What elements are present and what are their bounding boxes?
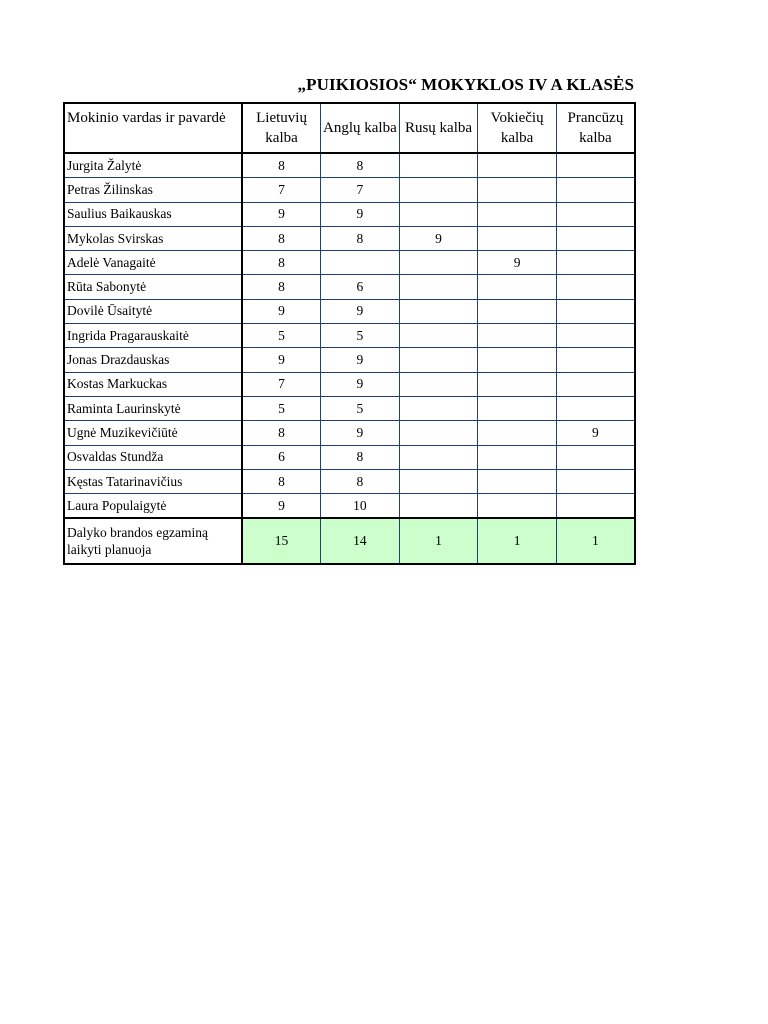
- table-row: [64, 494, 635, 519]
- table-row: [64, 421, 635, 445]
- header-russian: Rusų kalba: [399, 103, 478, 153]
- grade-lithuanian-cell: 8: [242, 275, 321, 299]
- grade-german-cell: [478, 494, 557, 519]
- grade-lithuanian-cell: 9: [242, 202, 321, 226]
- table-row: [64, 348, 635, 372]
- grade-russian-cell: [399, 494, 478, 519]
- table-row: [64, 372, 635, 396]
- grade-lithuanian-cell: 7: [242, 372, 321, 396]
- grade-french-cell: [556, 372, 635, 396]
- header-german: Vokiečių kalba: [478, 103, 557, 153]
- grade-french-cell: [556, 445, 635, 469]
- grade-lithuanian-cell: 8: [242, 421, 321, 445]
- grade-english-cell: 9: [321, 348, 400, 372]
- grade-french-cell: [556, 469, 635, 493]
- student-name-cell: Rūta Sabonytė: [64, 275, 242, 299]
- table-row: [64, 178, 635, 202]
- grade-english-cell: 9: [321, 372, 400, 396]
- grade-lithuanian-cell: 6: [242, 445, 321, 469]
- grade-russian-cell: 9: [399, 226, 478, 250]
- student-name-cell: Jonas Drazdauskas: [64, 348, 242, 372]
- header-row: [64, 103, 635, 153]
- grade-german-cell: [478, 396, 557, 420]
- grade-german-cell: [478, 153, 557, 178]
- grade-english-cell: 7: [321, 178, 400, 202]
- grade-russian-cell: [399, 178, 478, 202]
- grade-english-cell: 9: [321, 421, 400, 445]
- grade-lithuanian-cell: 5: [242, 324, 321, 348]
- grade-german-cell: [478, 299, 557, 323]
- grade-german-cell: [478, 202, 557, 226]
- grade-russian-cell: [399, 202, 478, 226]
- student-name-cell: Jurgita Žalytė: [64, 153, 242, 178]
- header-french: Prancūzų kalba: [556, 103, 635, 153]
- summary-label: Dalyko brandos egzaminą laikyti planuoja: [64, 518, 242, 564]
- student-name-cell: Osvaldas Stundža: [64, 445, 242, 469]
- student-name-cell: Dovilė Ūsaitytė: [64, 299, 242, 323]
- grade-russian-cell: [399, 421, 478, 445]
- header-student-name: Mokinio vardas ir pavardė: [64, 103, 242, 153]
- grade-english-cell: 5: [321, 324, 400, 348]
- table-row: [64, 202, 635, 226]
- grade-german-cell: [478, 324, 557, 348]
- summary-lithuanian: 15: [242, 518, 321, 564]
- grade-english-cell: 5: [321, 396, 400, 420]
- grade-english-cell: 10: [321, 494, 400, 519]
- grade-french-cell: 9: [556, 421, 635, 445]
- student-name-cell: Ingrida Pragarauskaitė: [64, 324, 242, 348]
- grade-russian-cell: [399, 469, 478, 493]
- grade-russian-cell: [399, 153, 478, 178]
- table-row: [64, 251, 635, 275]
- table-row: [64, 396, 635, 420]
- table-row: [64, 299, 635, 323]
- summary-german: 1: [478, 518, 557, 564]
- page-title: „PUIKIOSIOS“ MOKYKLOS IV A KLASĖS: [297, 75, 634, 94]
- grade-german-cell: [478, 348, 557, 372]
- summary-english: 14: [321, 518, 400, 564]
- grade-german-cell: [478, 372, 557, 396]
- grade-german-cell: [478, 445, 557, 469]
- student-name-cell: Laura Populaigytė: [64, 494, 242, 519]
- grades-table: [63, 102, 636, 565]
- grade-french-cell: [556, 153, 635, 178]
- grade-lithuanian-cell: 8: [242, 226, 321, 250]
- summary-row: [64, 518, 635, 564]
- student-name-cell: Saulius Baikauskas: [64, 202, 242, 226]
- grade-russian-cell: [399, 372, 478, 396]
- grades-body: [64, 153, 635, 518]
- grade-french-cell: [556, 324, 635, 348]
- grade-french-cell: [556, 251, 635, 275]
- grade-english-cell: [321, 251, 400, 275]
- student-name-cell: Mykolas Svirskas: [64, 226, 242, 250]
- grade-french-cell: [556, 202, 635, 226]
- grade-lithuanian-cell: 9: [242, 494, 321, 519]
- grade-french-cell: [556, 396, 635, 420]
- grade-lithuanian-cell: 9: [242, 299, 321, 323]
- header-english: Anglų kalba: [321, 103, 400, 153]
- student-name-cell: Adelė Vanagaitė: [64, 251, 242, 275]
- table-row: [64, 445, 635, 469]
- student-name-cell: Kęstas Tatarinavičius: [64, 469, 242, 493]
- grade-german-cell: [478, 178, 557, 202]
- table-row: [64, 226, 635, 250]
- grade-english-cell: 9: [321, 202, 400, 226]
- table-row: [64, 275, 635, 299]
- grade-russian-cell: [399, 396, 478, 420]
- grade-french-cell: [556, 494, 635, 519]
- header-lithuanian: Lietuvių kalba: [242, 103, 321, 153]
- table-row: [64, 153, 635, 178]
- grade-english-cell: 6: [321, 275, 400, 299]
- grade-french-cell: [556, 299, 635, 323]
- student-name-cell: Ugnė Muzikevičiūtė: [64, 421, 242, 445]
- grade-lithuanian-cell: 7: [242, 178, 321, 202]
- grade-english-cell: 8: [321, 153, 400, 178]
- student-name-cell: Raminta Laurinskytė: [64, 396, 242, 420]
- grade-russian-cell: [399, 275, 478, 299]
- grade-english-cell: 8: [321, 226, 400, 250]
- grade-russian-cell: [399, 445, 478, 469]
- student-name-cell: Petras Žilinskas: [64, 178, 242, 202]
- grade-russian-cell: [399, 324, 478, 348]
- student-name-cell: Kostas Markuckas: [64, 372, 242, 396]
- grade-french-cell: [556, 226, 635, 250]
- grade-german-cell: [478, 275, 557, 299]
- grade-french-cell: [556, 348, 635, 372]
- grade-german-cell: [478, 469, 557, 493]
- grade-russian-cell: [399, 251, 478, 275]
- grade-french-cell: [556, 178, 635, 202]
- grade-german-cell: 9: [478, 251, 557, 275]
- grade-french-cell: [556, 275, 635, 299]
- grade-lithuanian-cell: 8: [242, 469, 321, 493]
- grade-english-cell: 9: [321, 299, 400, 323]
- grade-russian-cell: [399, 299, 478, 323]
- grade-russian-cell: [399, 348, 478, 372]
- grade-lithuanian-cell: 8: [242, 153, 321, 178]
- table-row: [64, 469, 635, 493]
- grade-english-cell: 8: [321, 445, 400, 469]
- summary-russian: 1: [399, 518, 478, 564]
- grade-german-cell: [478, 226, 557, 250]
- grade-lithuanian-cell: 8: [242, 251, 321, 275]
- table-row: [64, 324, 635, 348]
- summary-french: 1: [556, 518, 635, 564]
- grade-german-cell: [478, 421, 557, 445]
- grade-lithuanian-cell: 5: [242, 396, 321, 420]
- grade-english-cell: 8: [321, 469, 400, 493]
- grade-lithuanian-cell: 9: [242, 348, 321, 372]
